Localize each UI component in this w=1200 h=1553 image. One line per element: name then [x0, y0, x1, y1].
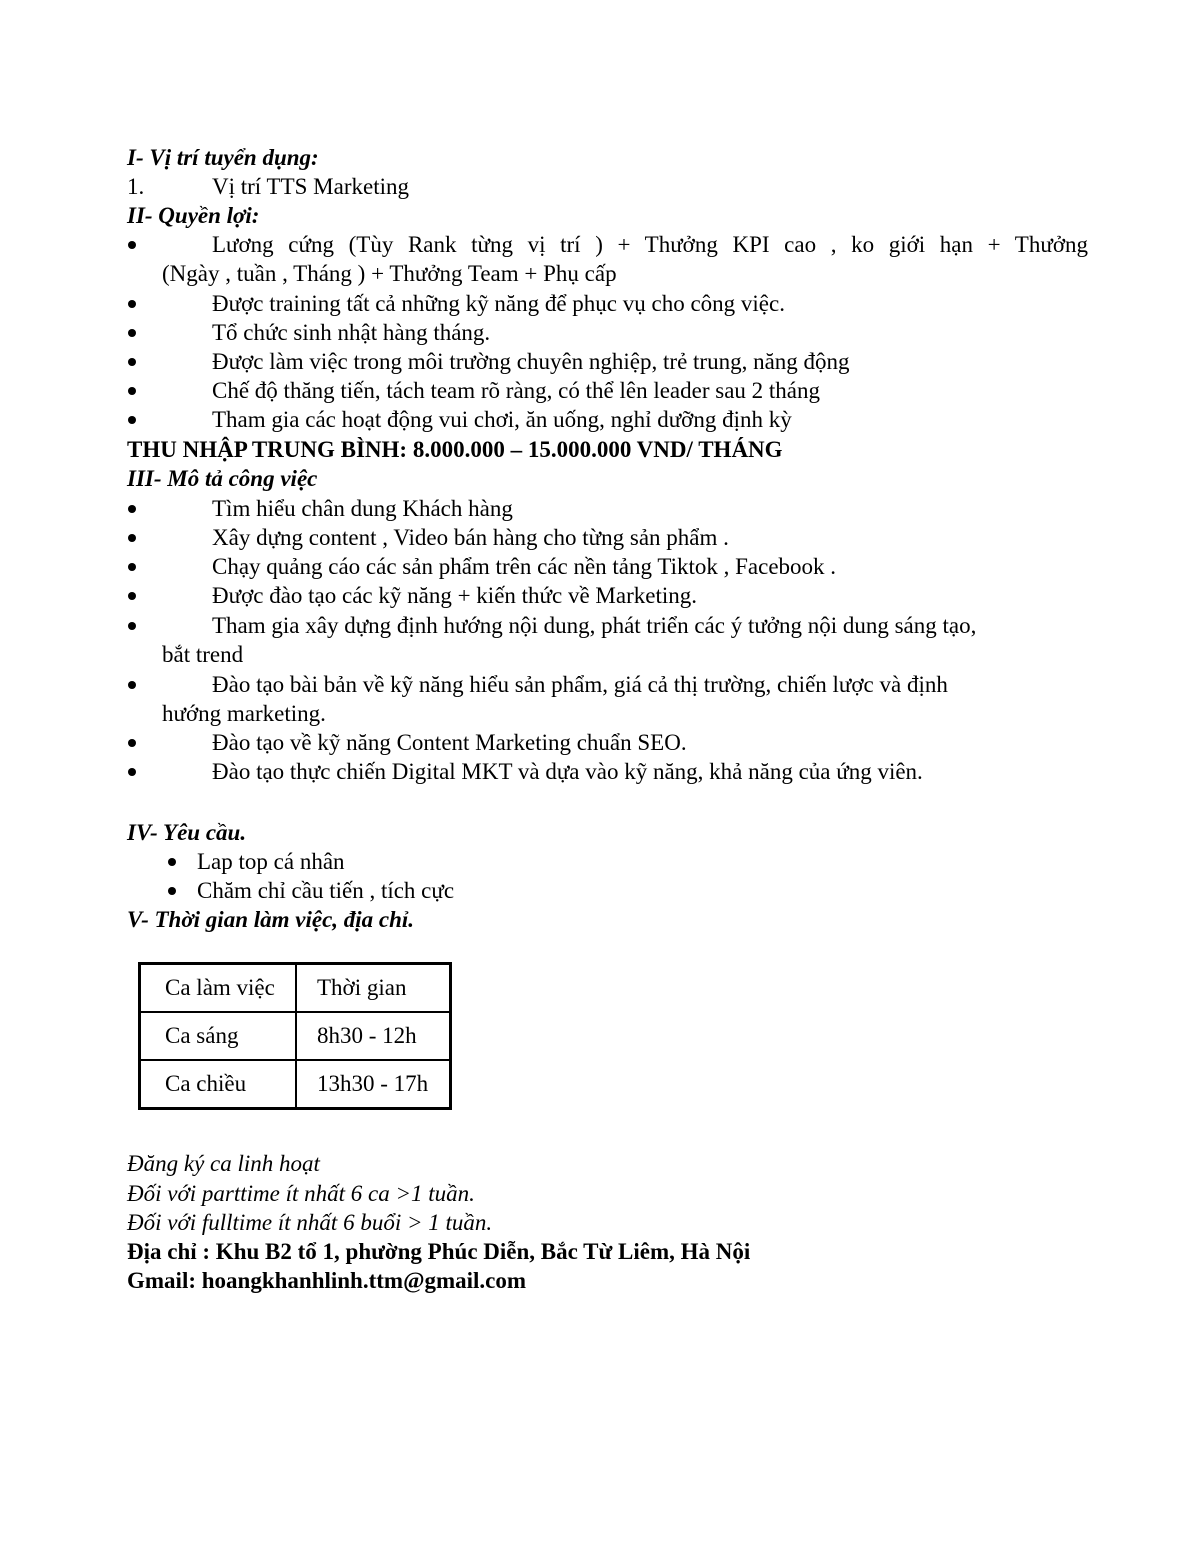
bullet-icon [128, 358, 136, 366]
bullet-icon [128, 387, 136, 395]
task-item: Tham gia xây dựng định hướng nội dung, phát triển các ý tưởng nội dung sáng tạo, [212, 613, 977, 638]
table-cell: 8h30 - 12h [296, 1012, 451, 1060]
section-heading-job-description: III- Mô tả công việc [127, 466, 318, 491]
table-row [140, 1060, 451, 1109]
table-header-cell: Thời gian [296, 964, 451, 1013]
list-number: 1. [127, 174, 145, 199]
benefit-item: Chế độ thăng tiến, tách team rõ ràng, có thể lên leader sau 2 tháng [212, 378, 821, 403]
section-heading-benefits: II- Quyền lợi: [127, 203, 260, 228]
bullet-icon [128, 534, 136, 542]
section-heading-requirements: IV- Yêu cầu. [127, 820, 247, 845]
bullet-icon [128, 768, 136, 776]
table-header-row [140, 964, 451, 1013]
section-heading-position: I- Vị trí tuyển dụng: [127, 145, 319, 170]
bullet-icon [128, 739, 136, 747]
income-line: THU NHẬP TRUNG BÌNH: 8.000.000 – 15.000.000 VND/ THÁNG [127, 437, 783, 462]
schedule-note: Đăng ký ca linh hoạt [127, 1151, 320, 1176]
requirement-item: Lap top cá nhân [197, 849, 345, 874]
requirement-item: Chăm chỉ cầu tiến , tích cực [197, 878, 455, 903]
task-item-continuation: hướng marketing. [162, 701, 326, 726]
benefit-item: Được làm việc trong môi trường chuyên nghiệp, trẻ trung, năng động [212, 349, 850, 374]
section-heading-schedule-address: V- Thời gian làm việc, địa chỉ. [127, 907, 415, 932]
bullet-icon [128, 563, 136, 571]
position-item: Vị trí TTS Marketing [212, 174, 409, 199]
bullet-icon [128, 416, 136, 424]
bullet-icon [128, 622, 136, 630]
task-item: Đào tạo về kỹ năng Content Marketing chuẩn SEO. [212, 730, 687, 755]
bullet-icon [128, 300, 136, 308]
benefit-item-continuation: (Ngày , tuần , Tháng ) + Thưởng Team + Phụ cấp [162, 261, 617, 286]
task-item: Xây dựng content , Video bán hàng cho từng sản phẩm . [212, 525, 729, 550]
schedule-note: Đối với fulltime ít nhất 6 buổi > 1 tuần. [127, 1210, 493, 1235]
bullet-icon [128, 681, 136, 689]
bullet-icon [168, 858, 176, 866]
task-item: Chạy quảng cáo các sản phẩm trên các nền tảng Tiktok , Facebook . [212, 554, 837, 579]
email-line: Gmail: hoangkhanhlinh.ttm@gmail.com [127, 1268, 527, 1293]
table-cell: Ca sáng [140, 1012, 297, 1060]
bullet-icon [128, 241, 136, 249]
benefit-item: Được training tất cả những kỹ năng để phục vụ cho công việc. [212, 291, 785, 316]
schedule-note: Đối với parttime ít nhất 6 ca >1 tuần. [127, 1181, 475, 1206]
bullet-icon [128, 592, 136, 600]
task-item: Đào tạo thực chiến Digital MKT và dựa vào kỹ năng, khả năng của ứng viên. [212, 759, 923, 784]
table-row [140, 1012, 451, 1060]
bullet-icon [128, 505, 136, 513]
shift-table [138, 962, 452, 1110]
task-item: Đào tạo bài bản về kỹ năng hiểu sản phẩm, giá cả thị trường, chiến lược và định [212, 672, 948, 697]
task-item: Được đào tạo các kỹ năng + kiến thức về Marketing. [212, 583, 697, 608]
benefit-item: Tổ chức sinh nhật hàng tháng. [212, 320, 491, 345]
table-header-cell: Ca làm việc [140, 964, 297, 1013]
address-line: Địa chỉ : Khu B2 tổ 1, phường Phúc Diễn, Bắc Từ Liêm, Hà Nội [127, 1239, 751, 1264]
task-item-continuation: bắt trend [162, 642, 244, 667]
benefit-item: Tham gia các hoạt động vui chơi, ăn uống, nghỉ dưỡng định kỳ [212, 407, 792, 432]
bullet-icon [168, 887, 176, 895]
benefit-item: Lương cứng (Tùy Rank từng vị trí ) + Thưởng KPI cao , ko giới hạn + Thưởng [212, 232, 1088, 257]
bullet-icon [128, 329, 136, 337]
task-item: Tìm hiểu chân dung Khách hàng [212, 496, 513, 521]
table-cell: 13h30 - 17h [296, 1060, 451, 1109]
table-cell: Ca chiều [140, 1060, 297, 1109]
